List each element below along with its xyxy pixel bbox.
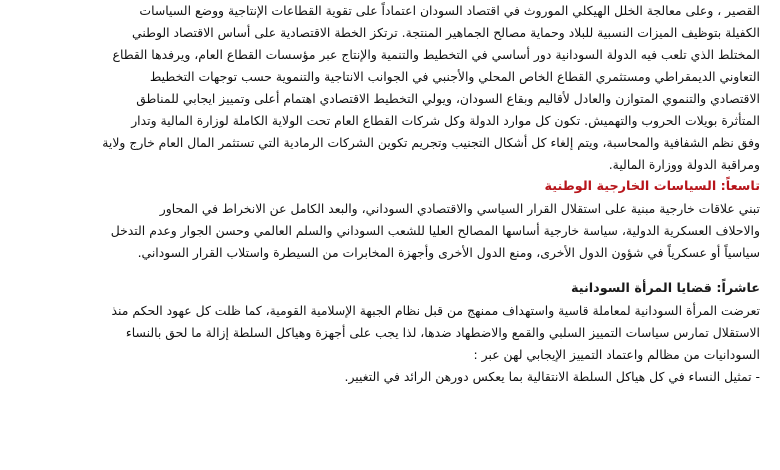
paragraph-line: المتأثرة بويلات الحروب والتهميش. تكون كل موارد الدولة وكل شركات القطاع العام تحت الولاية الكاملة لوزارة المالية وتدار xyxy=(131,113,760,128)
paragraph-line: المختلط الذي تلعب فيه الدولة السودانية دور أساسي في التخطيط والتنمية والإنتاج عبر مؤسسات القطاع العام، ويرفدها القطاع xyxy=(112,47,760,62)
paragraph-line: التعاوني الديمقراطي ومستثمري القطاع الخاص المحلي والأجنبي في الجوانب الانتاجية والتنموية حسب توجهات التخطيط xyxy=(149,69,760,84)
paragraph-line: الكفيلة بتوظيف الميزات النسبية للبلاد وحماية مصالح الجماهير المنتجة. ترتكز الخطة الاقتصادية على أساس الاقتصاد الوطني xyxy=(132,25,760,40)
economic-section-continuation xyxy=(12,0,760,176)
paragraph-line: تبني علاقات خارجية مبنية على استقلال القرار السياسي والاقتصادي السوداني، والبعد الكامل عن الانخراط في المحاور xyxy=(159,201,760,216)
bullet-item: - تمثيل النساء في كل هياكل السلطة الانتقالية بما يعكس دورهن الرائد في التغيير. xyxy=(344,369,760,384)
paragraph-line: القصير ، وعلى معالجة الخلل الهيكلي الموروث في اقتصاد السودان اعتماداً على تقوية القطاعات الإنتاجية ووضع السياسات xyxy=(139,3,760,18)
paragraph-line: ومراقبة الدولة ووزارة المالية. xyxy=(608,157,760,172)
paragraph-line: تعرضت المرأة السودانية لمعاملة قاسية واستهداف ممنهج من قبل نظام الجبهة الإسلامية القومية، كما ظلت كل عهود الحكم منذ xyxy=(111,303,760,318)
paragraph-line: سياسياً أو عسكرياً في شؤون الدول الأخرى، ومنع الدول الأخرى وأجهزة المخابرات من السيطرة واستلاب القرار السوداني. xyxy=(137,245,760,260)
paragraph-line: الاستقلال تمارس سياسات التمييز السلبي والقمع والاضطهاد ضدها، لذا يجب على أجهزة وهياكل السلطة إزالة ما لحق بالنساء xyxy=(125,325,760,340)
section-spacer xyxy=(12,264,760,278)
section-heading: عاشراً: قضايا المرأة السودانية xyxy=(570,281,760,296)
paragraph-line: السودانيات من مظالم واعتماد التمييز الإيجابي لهن عبر : xyxy=(473,347,760,362)
women-issues-section xyxy=(12,278,760,388)
paragraph-line: والاحلاف العسكرية الدولية، سياسة خارجية أساسها المصالح العليا للشعب السوداني والسلم العالمي وحسن الجوار وعدم التدخل xyxy=(110,223,760,238)
foreign-policy-section xyxy=(12,176,760,264)
paragraph-line: وفق نظم الشفافية والمحاسبة، ويتم إلغاء كل أشكال التجنيب وتجريم تكوين الشركات الرمادية التي تستثمر المال العام خارج ولاية xyxy=(102,135,760,150)
section-heading: تاسعاً: السياسات الخارجية الوطنية xyxy=(544,179,760,194)
paragraph-line: الاقتصادي والتنموي المتوازن والعادل لأقاليم وبقاع السودان، ويولي التخطيط الاقتصادي اهتمام أعلى وتمييز ايجابي للمناطق xyxy=(136,91,760,106)
